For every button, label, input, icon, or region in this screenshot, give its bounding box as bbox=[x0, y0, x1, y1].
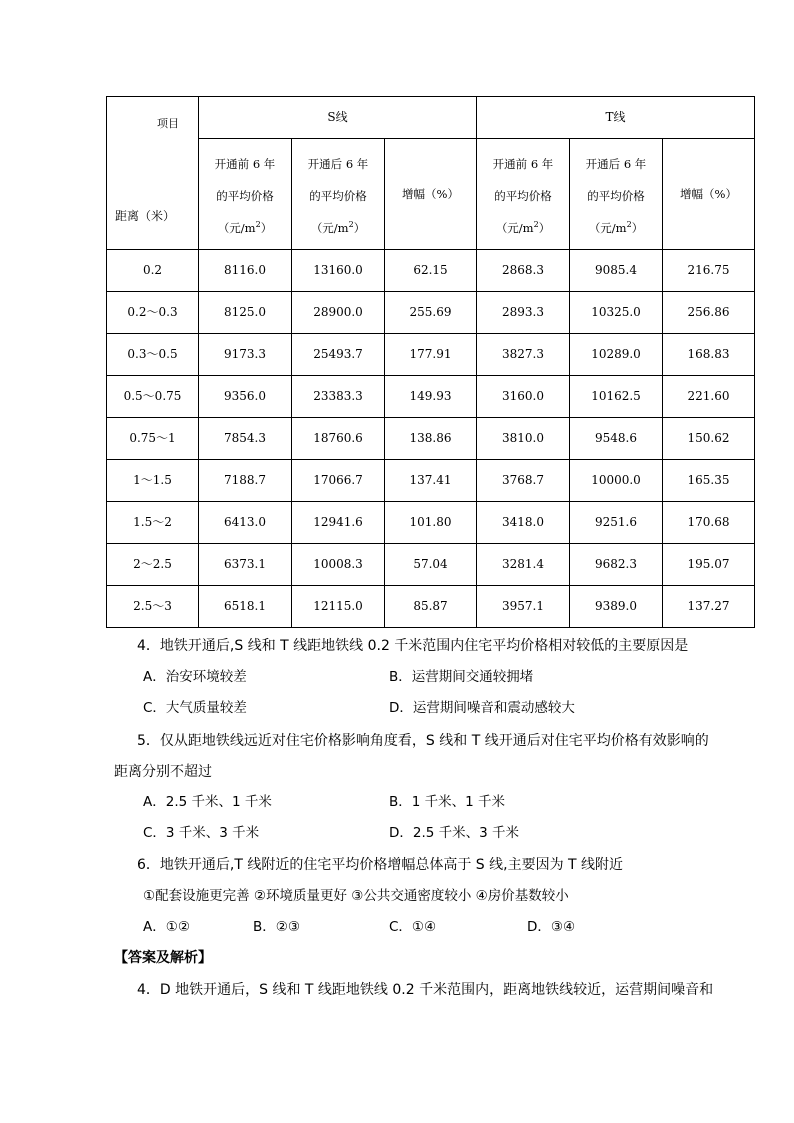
table-subheader-row bbox=[107, 139, 755, 250]
question-6-option-c: C．①④ bbox=[389, 919, 437, 935]
cell-t-growth: 170.68 bbox=[663, 502, 755, 544]
question-5-stem-cont: 距离分别不超过 bbox=[114, 764, 212, 780]
cell-t-before: 3810.0 bbox=[477, 418, 570, 460]
table-row bbox=[107, 460, 755, 502]
housing-price-table bbox=[106, 96, 755, 628]
cell-t-after: 10289.0 bbox=[570, 334, 663, 376]
cell-s-before: 8125.0 bbox=[199, 292, 292, 334]
cell-s-before: 9173.3 bbox=[199, 334, 292, 376]
cell-s-growth: 137.41 bbox=[385, 460, 477, 502]
cell-s-after: 10008.3 bbox=[292, 544, 385, 586]
cell-distance: 0.75～1 bbox=[107, 418, 199, 460]
cell-t-after: 10162.5 bbox=[570, 376, 663, 418]
table-row bbox=[107, 334, 755, 376]
cell-s-growth: 101.80 bbox=[385, 502, 477, 544]
question-6-stem: 6．地铁开通后,T 线附近的住宅平均价格增幅总体高于 S 线,主要因为 T 线附近 bbox=[137, 857, 624, 873]
answer-text: 4．D 地铁开通后，S 线和 T 线距地铁线 0.2 千米范围内，距离地铁线较近，运营期间噪音和 bbox=[137, 982, 714, 998]
cell-s-after: 23383.3 bbox=[292, 376, 385, 418]
s-before-header: 开通前 6 年 的平均价格 （元$/m^2$） bbox=[199, 139, 292, 250]
cell-t-growth: 216.75 bbox=[663, 250, 755, 292]
cell-s-after: 25493.7 bbox=[292, 334, 385, 376]
cell-s-growth: 85.87 bbox=[385, 586, 477, 628]
cell-distance: 1～1.5 bbox=[107, 460, 199, 502]
question-4-option-c: C．大气质量较差 bbox=[143, 700, 247, 716]
question-4-stem: 4．地铁开通后,S 线和 T 线距地铁线 0.2 千米范围内住宅平均价格相对较低的主要原因是 bbox=[137, 638, 689, 654]
corner-top-label: 项目 bbox=[157, 117, 179, 130]
cell-t-before: 2868.3 bbox=[477, 250, 570, 292]
cell-distance: 0.2 bbox=[107, 250, 199, 292]
t-growth-header: 增幅（%） bbox=[663, 139, 755, 250]
cell-t-growth: 150.62 bbox=[663, 418, 755, 460]
cell-t-after: 9548.6 bbox=[570, 418, 663, 460]
cell-t-before: 3160.0 bbox=[477, 376, 570, 418]
cell-s-growth: 62.15 bbox=[385, 250, 477, 292]
cell-t-after: 9251.6 bbox=[570, 502, 663, 544]
cell-t-after: 9085.4 bbox=[570, 250, 663, 292]
table-row bbox=[107, 250, 755, 292]
corner-header-cell bbox=[107, 97, 199, 250]
cell-t-after: 10000.0 bbox=[570, 460, 663, 502]
t-after-header: 开通后 6 年 的平均价格 （元$/m^2$） bbox=[570, 139, 663, 250]
cell-s-after: 13160.0 bbox=[292, 250, 385, 292]
question-5-option-c: C．3 千米、3 千米 bbox=[143, 825, 260, 841]
cell-s-growth: 149.93 bbox=[385, 376, 477, 418]
question-6-option-a: A．①② bbox=[143, 919, 190, 935]
cell-t-growth: 168.83 bbox=[663, 334, 755, 376]
s-line-header: S线 bbox=[199, 97, 477, 139]
cell-t-growth: 137.27 bbox=[663, 586, 755, 628]
cell-s-before: 7854.3 bbox=[199, 418, 292, 460]
s-after-header: 开通后 6 年 的平均价格 （元$/m^2$） bbox=[292, 139, 385, 250]
question-5-option-b: B．1 千米、1 千米 bbox=[389, 794, 506, 810]
question-4-option-b: B．运营期间交通较拥堵 bbox=[389, 669, 534, 685]
cell-s-before: 9356.0 bbox=[199, 376, 292, 418]
s-growth-header: 增幅（%） bbox=[385, 139, 477, 250]
table-row bbox=[107, 544, 755, 586]
cell-s-growth: 138.86 bbox=[385, 418, 477, 460]
cell-t-before: 3827.3 bbox=[477, 334, 570, 376]
question-4-option-a: A．治安环境较差 bbox=[143, 669, 247, 685]
cell-s-after: 12941.6 bbox=[292, 502, 385, 544]
cell-t-after: 9682.3 bbox=[570, 544, 663, 586]
table-row bbox=[107, 502, 755, 544]
question-5-option-a: A．2.5 千米、1 千米 bbox=[143, 794, 272, 810]
table-header-row bbox=[107, 97, 755, 139]
table-row bbox=[107, 586, 755, 628]
cell-t-growth: 195.07 bbox=[663, 544, 755, 586]
cell-distance: 1.5～2 bbox=[107, 502, 199, 544]
cell-distance: 2～2.5 bbox=[107, 544, 199, 586]
cell-s-before: 6518.1 bbox=[199, 586, 292, 628]
corner-bottom-label: 距离（米） bbox=[115, 209, 176, 223]
cell-t-after: 10325.0 bbox=[570, 292, 663, 334]
cell-distance: 0.5～0.75 bbox=[107, 376, 199, 418]
cell-s-growth: 255.69 bbox=[385, 292, 477, 334]
cell-s-before: 7188.7 bbox=[199, 460, 292, 502]
cell-distance: 0.2～0.3 bbox=[107, 292, 199, 334]
cell-s-after: 17066.7 bbox=[292, 460, 385, 502]
t-line-header: T线 bbox=[477, 97, 755, 139]
question-4-option-d: D．运营期间噪音和震动感较大 bbox=[389, 700, 575, 716]
cell-t-before: 3281.4 bbox=[477, 544, 570, 586]
cell-t-before: 2893.3 bbox=[477, 292, 570, 334]
cell-s-after: 28900.0 bbox=[292, 292, 385, 334]
answer-heading: 【答案及解析】 bbox=[114, 950, 212, 966]
question-5-option-d: D．2.5 千米、3 千米 bbox=[389, 825, 520, 841]
cell-s-growth: 177.91 bbox=[385, 334, 477, 376]
cell-t-growth: 221.60 bbox=[663, 376, 755, 418]
cell-s-growth: 57.04 bbox=[385, 544, 477, 586]
cell-t-before: 3957.1 bbox=[477, 586, 570, 628]
cell-s-before: 6413.0 bbox=[199, 502, 292, 544]
cell-t-growth: 165.35 bbox=[663, 460, 755, 502]
cell-s-before: 6373.1 bbox=[199, 544, 292, 586]
question-6-option-d: D．③④ bbox=[527, 919, 576, 935]
question-5-stem: 5．仅从距地铁线远近对住宅价格影响角度看，S 线和 T 线开通后对住宅平均价格有效影响的 bbox=[137, 733, 709, 749]
cell-distance: 0.3～0.5 bbox=[107, 334, 199, 376]
cell-t-after: 9389.0 bbox=[570, 586, 663, 628]
cell-t-before: 3768.7 bbox=[477, 460, 570, 502]
cell-s-after: 18760.6 bbox=[292, 418, 385, 460]
table-row bbox=[107, 376, 755, 418]
cell-s-before: 8116.0 bbox=[199, 250, 292, 292]
cell-s-after: 12115.0 bbox=[292, 586, 385, 628]
cell-distance: 2.5～3 bbox=[107, 586, 199, 628]
table-row bbox=[107, 292, 755, 334]
table-row bbox=[107, 418, 755, 460]
question-6-items: ①配套设施更完善 ②环境质量更好 ③公共交通密度较小 ④房价基数较小 bbox=[143, 888, 569, 904]
t-before-header: 开通前 6 年 的平均价格 （元$/m^2$） bbox=[477, 139, 570, 250]
question-6-option-b: B．②③ bbox=[253, 919, 300, 935]
cell-t-before: 3418.0 bbox=[477, 502, 570, 544]
cell-t-growth: 256.86 bbox=[663, 292, 755, 334]
